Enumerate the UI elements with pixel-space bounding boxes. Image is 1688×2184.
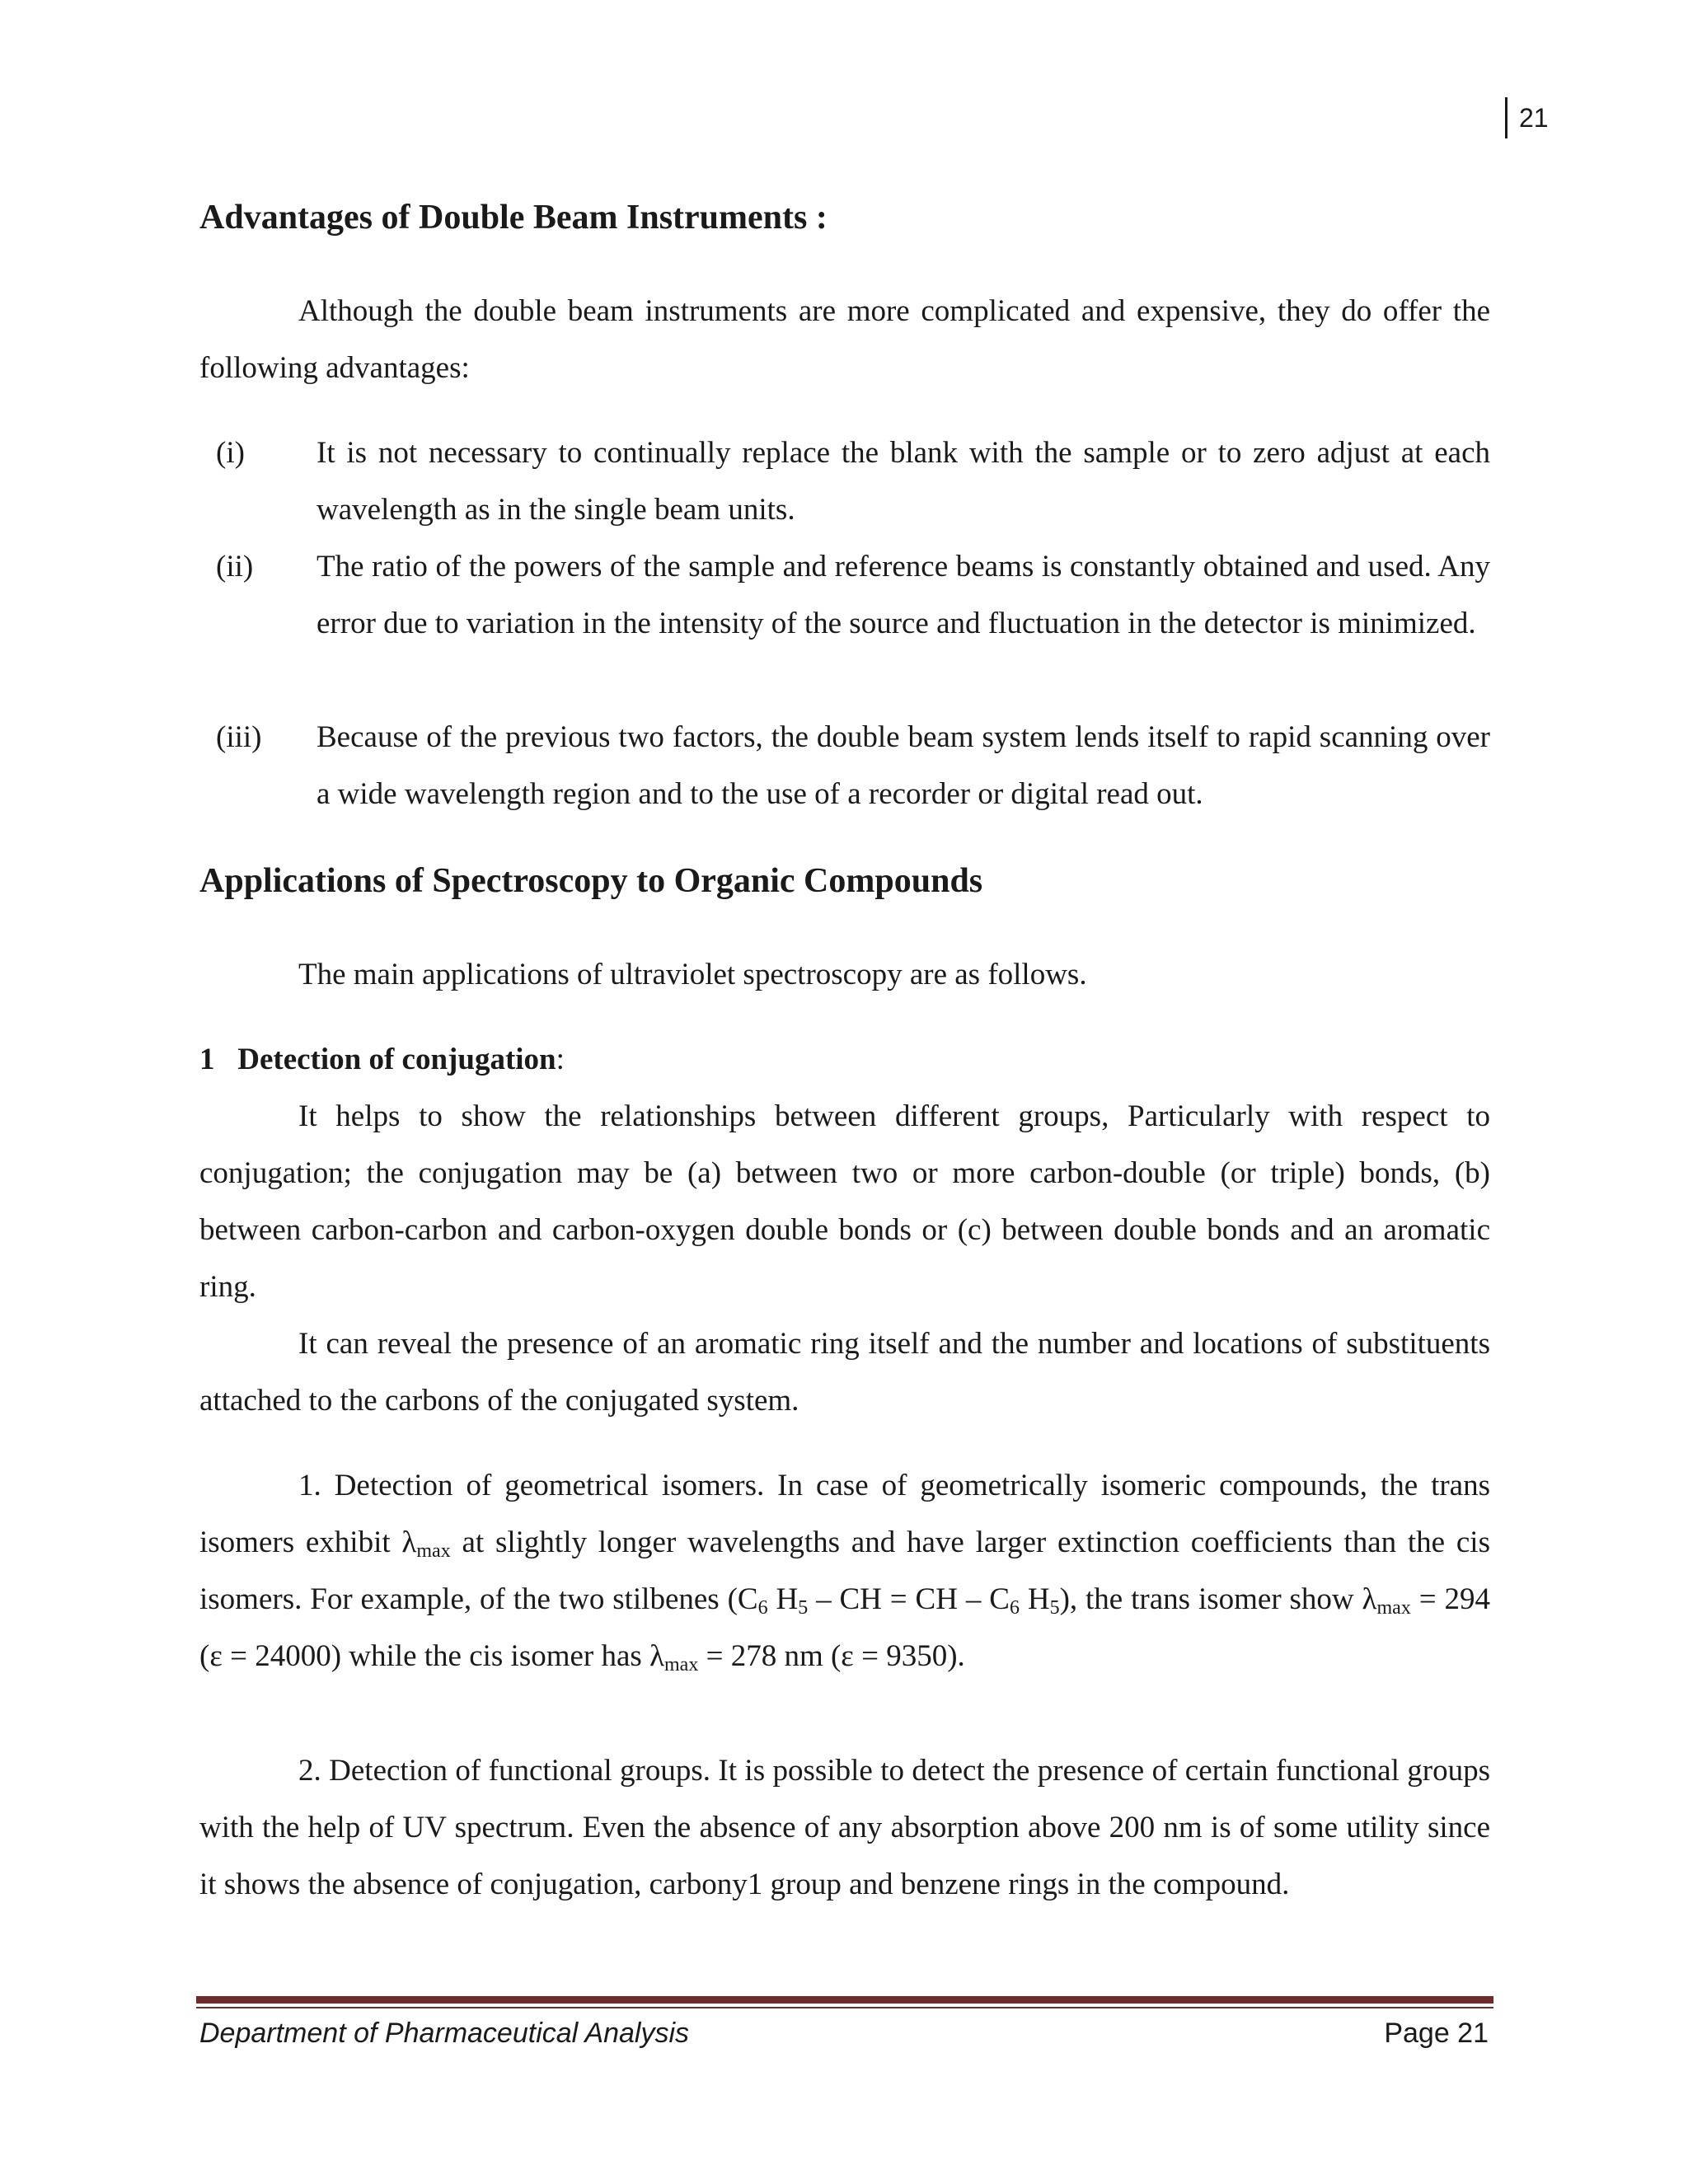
applications-heading: Applications of Spectroscopy to Organic Compounds [199, 862, 983, 900]
subsection-number: 1 [199, 1043, 215, 1076]
footer-page-label: Page 21 [1384, 2018, 1489, 2049]
item-marker: (i) [216, 436, 245, 470]
aromatic-paragraph: It can reveal the presence of an aromatic ring itself and the number and locations of substituents attached to the carbons of the conjugated system. [199, 1327, 1490, 1418]
subsection-title: Detection of conjugation [237, 1043, 556, 1076]
page-number: 21 [1505, 97, 1549, 138]
advantage-item [199, 709, 1490, 823]
item-marker: (ii) [216, 550, 254, 583]
item-text: The ratio of the powers of the sample and reference beams is constantly obtained and used. Any error due to variation in the intensity of the source and fluctuation in the detector is minimized. [316, 550, 1490, 640]
functional-groups-paragraph: 2. Detection of functional groups. It is possible to detect the presence of certain functional groups with the help of UV spectrum. Even the absence of any absorption above 200 nm is of some utility since it shows the absence of conjugation, carbony1 group and benzene rings in the compound. [199, 1754, 1490, 1901]
item-text: Because of the previous two factors, the double beam system lends itself to rapid scanning over a wide wavelength region and to the use of a recorder or digital read out. [316, 720, 1490, 811]
advantages-heading: Advantages of Double Beam Instruments : [199, 199, 828, 237]
footer-department: Department of Pharmaceutical Analysis [199, 2018, 690, 2049]
geometrical-isomers-paragraph: 1. Detection of geometrical isomers. In case of geometrically isomeric compounds, the trans isomers exhibit $\lambda_{max}$ at slightly longer wavelengths and have larger extinction coefficients than the cis isomers. For example, of the two stilbenes ($C_6$ $H_5$ – CH = CH – $C_6$ $H_5$), the trans isomer show $\lambda_{max} = 294$ (ε = 24000) while the cis isomer has $\lambda_{max} = 278$ nm (ε = 9350). [199, 1469, 1490, 1675]
subsection-colon: : [556, 1043, 565, 1076]
item-text: It is not necessary to continually replace the blank with the sample or to zero adjust at each wavelength as in the single beam units. [316, 436, 1490, 527]
footer-rule [196, 1996, 1493, 2004]
advantage-item [199, 538, 1490, 652]
advantages-intro: Although the double beam instruments are more complicated and expensive, they do offer the following advantages: [199, 294, 1490, 385]
conjugation-paragraph: It helps to show the relationships between different groups, Particularly with respect to conjugation; the conjugation may be (a) between two or more carbon-double (or triple) bonds, (b) between carbon-carbon and carbon-oxygen double bonds or (c) between double bonds and an aromatic ring. [199, 1099, 1490, 1304]
applications-intro: The main applications of ultraviolet spectroscopy are as follows. [298, 958, 1087, 991]
footer-rule-thin [196, 2007, 1493, 2008]
advantage-item [199, 424, 1490, 538]
item-marker: (iii) [216, 720, 262, 754]
subsection-heading [199, 1031, 565, 1088]
